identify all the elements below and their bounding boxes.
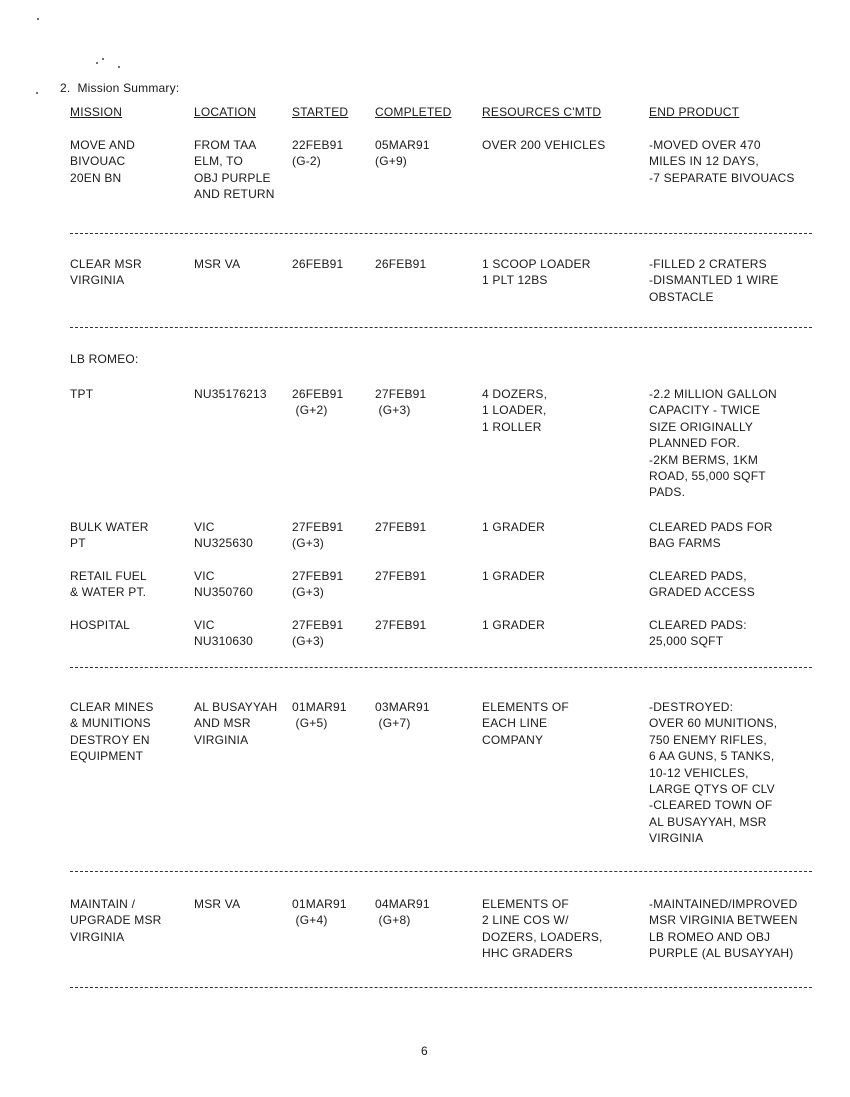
cell-location: VIC NU325630: [194, 520, 253, 551]
cell-end-product: -2.2 MILLION GALLON CAPACITY - TWICE SIZE ORIGINALLY PLANNED FOR. -2KM BERMS, 1KM ROAD, 55,000 SQFT PADS.: [649, 387, 777, 500]
cell-completed: 27FEB91: [375, 569, 427, 583]
column-header-resources: RESOURCES C'MTD: [482, 105, 602, 119]
row-divider: [70, 987, 812, 988]
scan-speck: [96, 62, 98, 64]
cell-started: 22FEB91 (G-2): [292, 138, 344, 169]
cell-resources: 1 GRADER: [482, 618, 545, 632]
subheading-lb-romeo: LB ROMEO:: [70, 352, 139, 366]
cell-mission: RETAIL FUEL & WATER PT.: [70, 569, 147, 600]
section-title: 2. Mission Summary:: [60, 81, 180, 95]
cell-completed: 27FEB91: [375, 618, 427, 632]
cell-end-product: CLEARED PADS, GRADED ACCESS: [649, 569, 755, 600]
column-header-mission: MISSION: [70, 105, 123, 119]
column-header-started: STARTED: [292, 105, 349, 119]
cell-resources: 4 DOZERS, 1 LOADER, 1 ROLLER: [482, 387, 548, 434]
scan-speck: [102, 58, 104, 60]
cell-mission: MAINTAIN / UPGRADE MSR VIRGINIA: [70, 897, 162, 944]
cell-started: 26FEB91 (G+2): [292, 387, 344, 418]
cell-started: 27FEB91 (G+3): [292, 569, 344, 600]
row-divider: [70, 667, 812, 668]
cell-end-product: -MAINTAINED/IMPROVED MSR VIRGINIA BETWEEN LB ROMEO AND OBJ PURPLE (AL BUSAYYAH): [649, 897, 798, 961]
cell-started: 26FEB91: [292, 257, 344, 271]
cell-mission: MOVE AND BIVOUAC 20EN BN: [70, 138, 135, 185]
cell-mission: CLEAR MSR VIRGINIA: [70, 257, 142, 288]
cell-location: MSR VA: [194, 897, 241, 911]
row-divider: [70, 233, 812, 234]
cell-mission: HOSPITAL: [70, 618, 131, 632]
cell-started: 01MAR91 (G+4): [292, 897, 347, 928]
scan-speck: [36, 92, 38, 94]
cell-started: 27FEB91 (G+3): [292, 520, 344, 551]
cell-resources: ELEMENTS OF 2 LINE COS W/ DOZERS, LOADERS, HHC GRADERS: [482, 897, 603, 961]
scan-speck: [118, 66, 120, 68]
cell-resources: OVER 200 VEHICLES: [482, 138, 606, 152]
cell-mission: TPT: [70, 387, 94, 401]
page-number: 6: [421, 1044, 428, 1058]
cell-completed: 04MAR91 (G+8): [375, 897, 430, 928]
cell-end-product: CLEARED PADS FOR BAG FARMS: [649, 520, 773, 551]
row-divider: [70, 871, 812, 872]
cell-resources: 1 GRADER: [482, 520, 545, 534]
cell-mission: BULK WATER PT: [70, 520, 149, 551]
cell-location: NU35176213: [194, 387, 267, 401]
cell-completed: 26FEB91: [375, 257, 427, 271]
cell-started: 01MAR91 (G+5): [292, 700, 347, 731]
column-header-end-product: END PRODUCT: [649, 105, 740, 119]
cell-end-product: CLEARED PADS: 25,000 SQFT: [649, 618, 747, 649]
cell-location: MSR VA: [194, 257, 241, 271]
cell-mission: CLEAR MINES & MUNITIONS DESTROY EN EQUIPMENT: [70, 700, 154, 764]
cell-location: VIC NU310630: [194, 618, 253, 649]
cell-completed: 27FEB91: [375, 520, 427, 534]
cell-resources: ELEMENTS OF EACH LINE COMPANY: [482, 700, 569, 747]
cell-end-product: -DESTROYED: OVER 60 MUNITIONS, 750 ENEMY RIFLES, 6 AA GUNS, 5 TANKS, 10-12 VEHICLES, LARGE QTYS OF CLV -CLEARED TOWN OF AL BUSAYYAH, MSR VIRGINIA: [649, 700, 778, 846]
scan-speck: [37, 18, 39, 20]
cell-end-product: -MOVED OVER 470 MILES IN 12 DAYS, -7 SEPARATE BIVOUACS: [649, 138, 795, 185]
column-header-location: LOCATION: [194, 105, 257, 119]
cell-completed: 03MAR91 (G+7): [375, 700, 430, 731]
cell-resources: 1 SCOOP LOADER 1 PLT 12BS: [482, 257, 591, 288]
cell-resources: 1 GRADER: [482, 569, 545, 583]
cell-location: FROM TAA ELM, TO OBJ PURPLE AND RETURN: [194, 138, 275, 202]
row-divider: [70, 327, 812, 328]
cell-location: AL BUSAYYAH AND MSR VIRGINIA: [194, 700, 278, 747]
cell-completed: 27FEB91 (G+3): [375, 387, 427, 418]
cell-completed: 05MAR91 (G+9): [375, 138, 430, 169]
cell-end-product: -FILLED 2 CRATERS -DISMANTLED 1 WIRE OBSTACLE: [649, 257, 779, 304]
cell-location: VIC NU350760: [194, 569, 253, 600]
cell-started: 27FEB91 (G+3): [292, 618, 344, 649]
column-header-completed: COMPLETED: [375, 105, 452, 119]
